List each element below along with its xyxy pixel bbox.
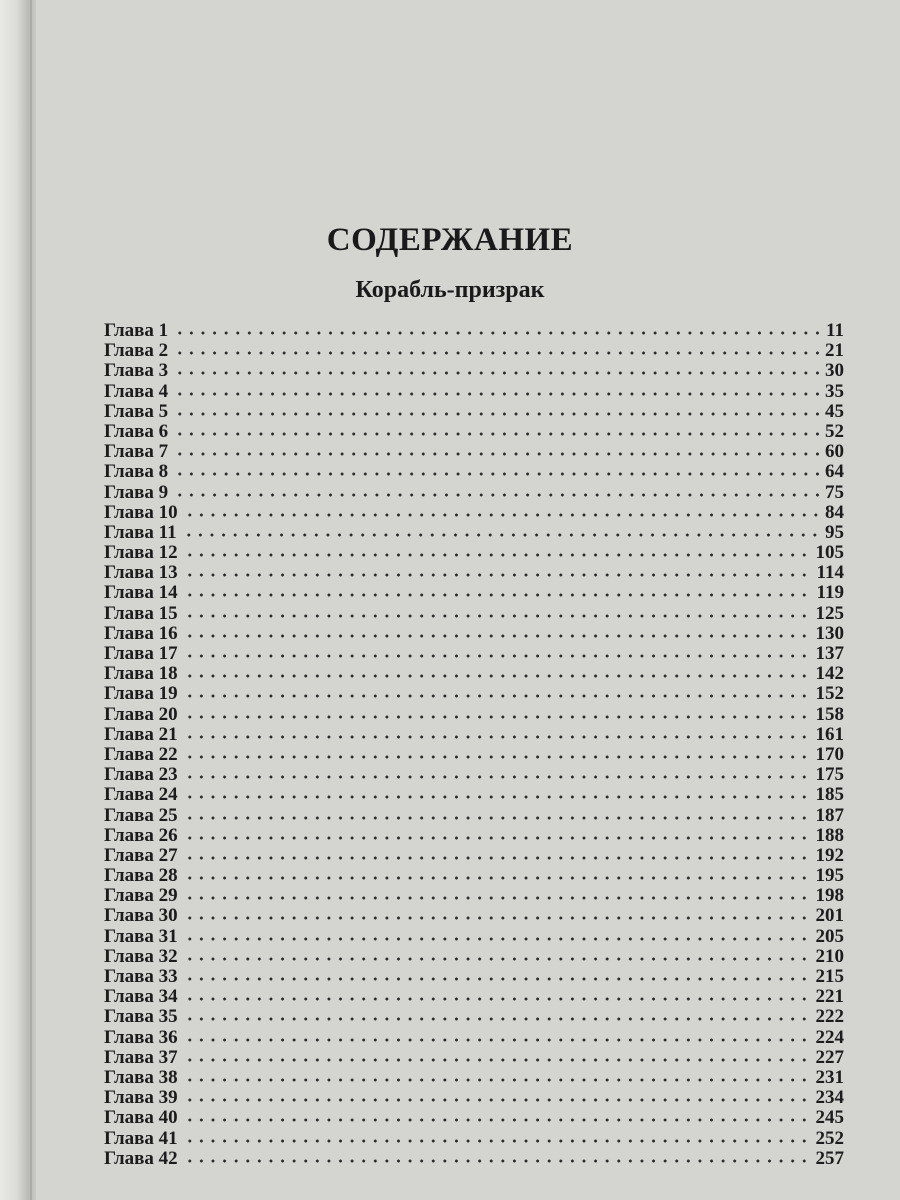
dot-leader	[182, 964, 813, 984]
chapter-page-number: 21	[825, 340, 844, 362]
toc-entry	[104, 821, 844, 846]
dot-leader	[182, 782, 813, 802]
chapter-label: Глава 32	[104, 945, 178, 967]
chapter-page-number: 75	[825, 481, 844, 503]
toc-entry	[104, 962, 844, 987]
chapter-label: Глава 24	[104, 784, 178, 806]
chapter-label: Глава 23	[104, 764, 178, 786]
chapter-label: Глава 20	[104, 703, 178, 725]
chapter-page-number: 188	[815, 824, 844, 846]
chapter-page-number: 130	[815, 622, 844, 644]
chapter-page-number: 245	[815, 1107, 844, 1129]
dot-leader	[182, 1085, 813, 1105]
dot-leader	[182, 803, 813, 823]
toc-entry	[104, 861, 844, 887]
chapter-page-number: 227	[815, 1046, 844, 1068]
chapter-label: Глава 22	[104, 743, 178, 765]
dot-leader	[182, 540, 813, 560]
toc-entry	[104, 599, 844, 624]
chapter-page-number: 231	[815, 1066, 844, 1088]
toc-entry	[104, 437, 844, 463]
dot-leader	[182, 1146, 813, 1166]
dot-leader	[182, 681, 813, 701]
chapter-label: Глава 18	[104, 663, 178, 685]
chapter-page-number: 161	[815, 723, 844, 745]
dot-leader	[172, 338, 822, 358]
dot-leader	[182, 1126, 813, 1146]
dot-leader	[172, 318, 823, 338]
chapter-page-number: 187	[815, 804, 844, 826]
chapter-page-number: 95	[825, 521, 844, 543]
chapter-page-number: 64	[825, 461, 844, 483]
dot-leader	[182, 742, 813, 762]
chapter-page-number: 35	[825, 380, 844, 402]
toc-entry	[104, 942, 844, 967]
chapter-label: Глава 13	[104, 562, 178, 584]
chapter-label: Глава 6	[104, 420, 169, 442]
chapter-label: Глава 8	[104, 461, 169, 483]
toc-entry	[104, 498, 844, 523]
chapter-label: Глава 4	[104, 380, 169, 402]
dot-leader	[182, 944, 813, 964]
chapter-page-number: 105	[815, 542, 844, 564]
dot-leader	[182, 762, 813, 782]
chapter-label: Глава 33	[104, 966, 178, 987]
chapter-page-number: 158	[815, 703, 844, 725]
chapter-label: Глава 41	[104, 1127, 178, 1149]
page-title: СОДЕРЖАНИЕ	[326, 222, 574, 258]
toc-entry	[104, 397, 844, 422]
dot-leader	[181, 520, 822, 540]
chapter-page-number: 114	[816, 562, 844, 584]
chapter-page-number: 84	[825, 501, 844, 523]
chapter-page-number: 234	[815, 1087, 844, 1109]
toc-entry	[104, 1103, 844, 1129]
chapter-label: Глава 39	[104, 1087, 178, 1109]
dot-leader	[182, 641, 813, 661]
chapter-label: Глава 29	[104, 885, 178, 907]
toc-entry	[104, 780, 844, 806]
chapter-page-number: 201	[815, 905, 844, 927]
dot-leader	[182, 843, 813, 863]
toc-entry	[104, 659, 844, 685]
toc-entry	[104, 518, 844, 543]
toc-entry	[104, 1144, 844, 1169]
chapter-label: Глава 19	[104, 683, 178, 705]
toc-entry	[104, 720, 844, 745]
chapter-page-number: 11	[826, 320, 844, 341]
chapter-label: Глава 21	[104, 723, 178, 745]
toc-entry	[104, 901, 844, 927]
dot-leader	[182, 823, 813, 843]
chapter-label: Глава 26	[104, 824, 178, 846]
toc-entry	[104, 700, 844, 725]
dot-leader	[182, 621, 813, 641]
chapter-page-number: 30	[825, 360, 844, 382]
toc-entry	[104, 336, 844, 362]
dot-leader	[182, 560, 814, 580]
chapter-page-number: 252	[815, 1127, 844, 1149]
toc-entry	[104, 801, 844, 826]
chapter-page-number: 170	[815, 743, 844, 765]
dot-leader	[182, 580, 814, 600]
chapter-label: Глава 40	[104, 1107, 178, 1129]
chapter-page-number: 210	[815, 945, 844, 967]
dot-leader	[172, 358, 822, 378]
chapter-page-number: 195	[815, 865, 844, 887]
dot-leader	[172, 419, 822, 439]
chapter-label: Глава 38	[104, 1066, 178, 1088]
chapter-label: Глава 9	[104, 481, 169, 503]
dot-leader	[182, 702, 813, 722]
chapter-label: Глава 10	[104, 501, 178, 523]
chapter-label: Глава 31	[104, 925, 178, 947]
chapter-page-number: 119	[816, 582, 844, 604]
chapter-page-number: 198	[815, 885, 844, 907]
chapter-label: Глава 11	[104, 521, 177, 543]
dot-leader	[182, 1025, 813, 1045]
toc-entry	[104, 922, 844, 947]
dot-leader	[182, 661, 813, 681]
chapter-label: Глава 30	[104, 905, 178, 927]
chapter-page-number: 52	[825, 420, 844, 442]
toc-entry	[104, 1023, 844, 1048]
chapter-label: Глава 37	[104, 1046, 178, 1068]
toc-entry	[104, 578, 844, 604]
dot-leader	[182, 1065, 813, 1085]
chapter-label: Глава 1	[104, 320, 169, 341]
toc-entry	[104, 558, 844, 584]
chapter-page-number: 205	[815, 925, 844, 947]
binding-edge-line	[30, 0, 32, 1200]
toc-entry	[104, 1043, 844, 1068]
chapter-label: Глава 25	[104, 804, 178, 826]
chapter-label: Глава 5	[104, 400, 169, 422]
toc-entry	[104, 457, 844, 483]
chapter-page-number: 224	[815, 1026, 844, 1048]
chapter-label: Глава 36	[104, 1026, 178, 1048]
dot-leader	[182, 924, 813, 944]
toc-entry	[104, 1063, 844, 1088]
toc-entry	[104, 316, 844, 341]
toc-entry	[104, 356, 844, 382]
toc-entry	[104, 538, 844, 564]
dot-leader	[172, 459, 822, 479]
toc-entry	[104, 478, 844, 503]
chapter-page-number: 152	[815, 683, 844, 705]
toc-entry	[104, 982, 844, 1008]
dot-leader	[182, 1105, 813, 1125]
chapter-page-number: 185	[815, 784, 844, 806]
chapter-label: Глава 42	[104, 1147, 178, 1169]
chapter-page-number: 45	[825, 400, 844, 422]
dot-leader	[182, 903, 813, 923]
chapter-page-number: 221	[815, 986, 844, 1008]
chapter-page-number: 125	[815, 602, 844, 624]
chapter-page-number: 215	[815, 966, 844, 987]
toc-entry	[104, 619, 844, 644]
chapter-label: Глава 3	[104, 360, 169, 382]
table-of-contents	[104, 316, 844, 1169]
toc-entry	[104, 639, 844, 664]
toc-entry	[104, 1124, 844, 1149]
chapter-page-number: 257	[815, 1147, 844, 1169]
toc-entry	[104, 760, 844, 786]
toc-entry	[104, 881, 844, 907]
chapter-page-number: 192	[815, 844, 844, 866]
dot-leader	[172, 480, 822, 500]
chapter-page-number: 222	[815, 1006, 844, 1028]
dot-leader	[182, 883, 813, 903]
chapter-label: Глава 28	[104, 865, 178, 887]
chapter-label: Глава 7	[104, 441, 169, 463]
chapter-label: Глава 17	[104, 643, 178, 664]
chapter-label: Глава 27	[104, 844, 178, 866]
dot-leader	[182, 1004, 813, 1024]
dot-leader	[172, 379, 822, 399]
dot-leader	[182, 1045, 813, 1065]
chapter-page-number: 175	[815, 764, 844, 786]
dot-leader	[182, 984, 813, 1004]
chapter-label: Глава 35	[104, 1006, 178, 1028]
toc-entry	[104, 1002, 844, 1028]
chapter-label: Глава 15	[104, 602, 178, 624]
dot-leader	[172, 439, 822, 459]
toc-entry	[104, 679, 844, 705]
chapter-label: Глава 34	[104, 986, 178, 1008]
toc-entry	[104, 377, 844, 402]
toc-entry	[104, 417, 844, 442]
chapter-page-number: 60	[825, 441, 844, 463]
section-title: Корабль-призрак	[355, 277, 545, 303]
toc-entry	[104, 841, 844, 866]
chapter-page-number: 142	[815, 663, 844, 685]
dot-leader	[182, 500, 822, 520]
toc-entry	[104, 740, 844, 765]
dot-leader	[182, 863, 813, 883]
chapter-label: Глава 2	[104, 340, 169, 362]
toc-entry	[104, 1083, 844, 1109]
dot-leader	[182, 722, 813, 742]
dot-leader	[172, 399, 822, 419]
chapter-label: Глава 12	[104, 542, 178, 564]
chapter-page-number: 137	[815, 643, 844, 664]
dot-leader	[182, 601, 813, 621]
chapter-label: Глава 14	[104, 582, 178, 604]
chapter-label: Глава 16	[104, 622, 178, 644]
